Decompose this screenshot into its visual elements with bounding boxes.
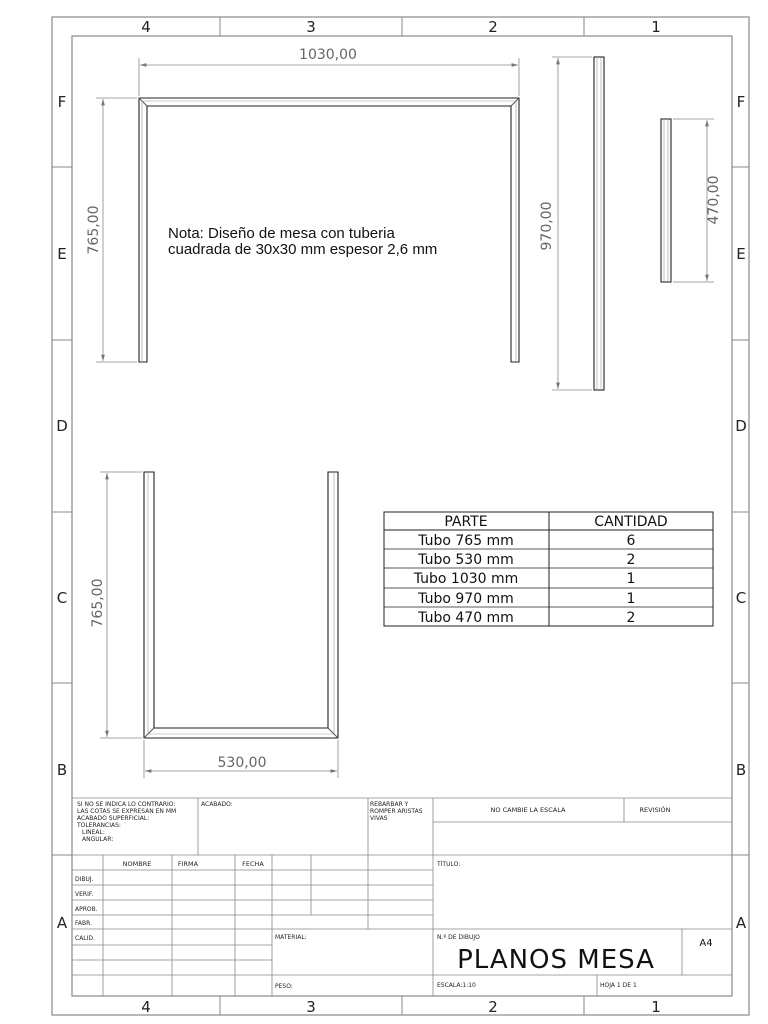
dim-765-bottom-lines xyxy=(100,472,142,738)
zone-row-left-C: C xyxy=(56,589,68,607)
zone-row-left-A: A xyxy=(56,914,68,932)
dim-bottom-width: 530,00 xyxy=(217,755,267,771)
tb-drawing-no-label: N.º DE DIBUJO xyxy=(437,934,480,941)
table-header-cantidad: CANTIDAD xyxy=(594,514,668,530)
tb-no-cambie-escala: NO CAMBIE LA ESCALA xyxy=(490,806,566,814)
table-cell-part: Tubo 530 mm xyxy=(418,552,514,568)
tb-acabado: ACABADO: xyxy=(201,801,233,808)
zone-row-left-B: B xyxy=(56,761,68,779)
table-cell-part: Tubo 1030 mm xyxy=(413,571,519,587)
tb-role-calid: CALID. xyxy=(75,935,95,942)
dim-bottom-height: 765,00 xyxy=(90,578,106,628)
zone-col-bottom-1: 1 xyxy=(651,998,661,1016)
tb-role-dibuj: DIBUJ. xyxy=(75,876,94,883)
zone-row-left-F: F xyxy=(57,93,67,111)
tb-drawing-name: PLANOS MESA xyxy=(457,945,655,975)
zone-col-bottom-2: 2 xyxy=(488,998,498,1016)
zone-row-right-B: B xyxy=(735,761,747,779)
zone-row-right-C: C xyxy=(735,589,747,607)
zone-row-left-E: E xyxy=(57,245,67,263)
zone-row-right-E: E xyxy=(736,245,746,263)
tb-titulo-label: TÍTULO: xyxy=(437,861,461,868)
dim-top-height: 765,00 xyxy=(86,205,102,255)
table-cell-part: Tubo 765 mm xyxy=(418,533,514,549)
tb-role-verif: VERIF. xyxy=(75,891,94,898)
tb-rebarbar-line: ROMPER ARISTAS xyxy=(370,808,423,815)
zone-col-bottom-4: 4 xyxy=(141,998,151,1016)
table-cell-qty: 2 xyxy=(626,552,636,568)
tb-peso-label: PESO: xyxy=(275,983,293,990)
table-header-parte: PARTE xyxy=(444,514,488,530)
dim-top-width: 1030,00 xyxy=(299,47,357,63)
tb-note-line: ACABADO SUPERFICIAL: xyxy=(77,815,150,822)
dim-1030-lines xyxy=(139,58,519,96)
tb-note-line: ANGULAR: xyxy=(82,836,114,843)
tb-escala: ESCALA:1:10 xyxy=(437,982,476,989)
tb-col-nombre: NOMBRE xyxy=(122,860,152,868)
tb-note-line: TOLERANCIAS: xyxy=(77,822,121,829)
tb-material-label: MATERIAL: xyxy=(275,934,307,941)
tb-rebarbar-line: VIVAS xyxy=(370,815,388,822)
tb-rebarbar-line: REBARBAR Y xyxy=(370,801,409,808)
zone-col-top-1: 1 xyxy=(651,18,661,36)
dim-tube-470: 470,00 xyxy=(706,175,722,225)
tube-470-view xyxy=(661,119,671,282)
table-cell-qty: 6 xyxy=(626,533,636,549)
bottom-frame-view xyxy=(144,472,338,738)
zone-row-right-D: D xyxy=(735,417,747,435)
tb-note-line: SI NO SE INDICA LO CONTRARIO: xyxy=(77,801,176,808)
dim-970-lines xyxy=(552,57,592,390)
dim-765-top-lines xyxy=(96,98,137,362)
tb-role-aprob: APROB. xyxy=(75,906,98,913)
note-line-1: Nota: Diseño de mesa con tuberia xyxy=(168,225,395,242)
tube-970-view xyxy=(594,57,604,390)
tb-format: A4 xyxy=(699,938,713,949)
zone-row-left-D: D xyxy=(56,417,68,435)
tb-revision: REVISIÓN xyxy=(639,806,671,814)
zone-col-top-3: 3 xyxy=(306,18,316,36)
table-cell-qty: 2 xyxy=(626,610,636,626)
zone-col-bottom-3: 3 xyxy=(306,998,316,1016)
table-cell-qty: 1 xyxy=(626,591,636,607)
tb-note-line: LINEAL: xyxy=(82,829,105,836)
tb-role-fabr: FABR. xyxy=(75,920,92,927)
table-cell-qty: 1 xyxy=(626,571,636,587)
note-line-2: cuadrada de 30x30 mm espesor 2,6 mm xyxy=(168,241,438,258)
tb-col-firma: FIRMA xyxy=(177,860,199,868)
zone-col-top-4: 4 xyxy=(141,18,151,36)
table-cell-part: Tubo 970 mm xyxy=(418,591,514,607)
table-cell-part: Tubo 470 mm xyxy=(418,610,514,626)
zone-col-top-2: 2 xyxy=(488,18,498,36)
zone-row-right-A: A xyxy=(735,914,747,932)
dim-tube-970: 970,00 xyxy=(539,201,555,251)
zone-row-right-F: F xyxy=(736,93,746,111)
tb-col-fecha: FECHA xyxy=(242,860,264,868)
tb-hoja: HOJA 1 DE 1 xyxy=(600,982,637,989)
tb-note-line: LAS COTAS SE EXPRESAN EN MM xyxy=(77,808,177,815)
